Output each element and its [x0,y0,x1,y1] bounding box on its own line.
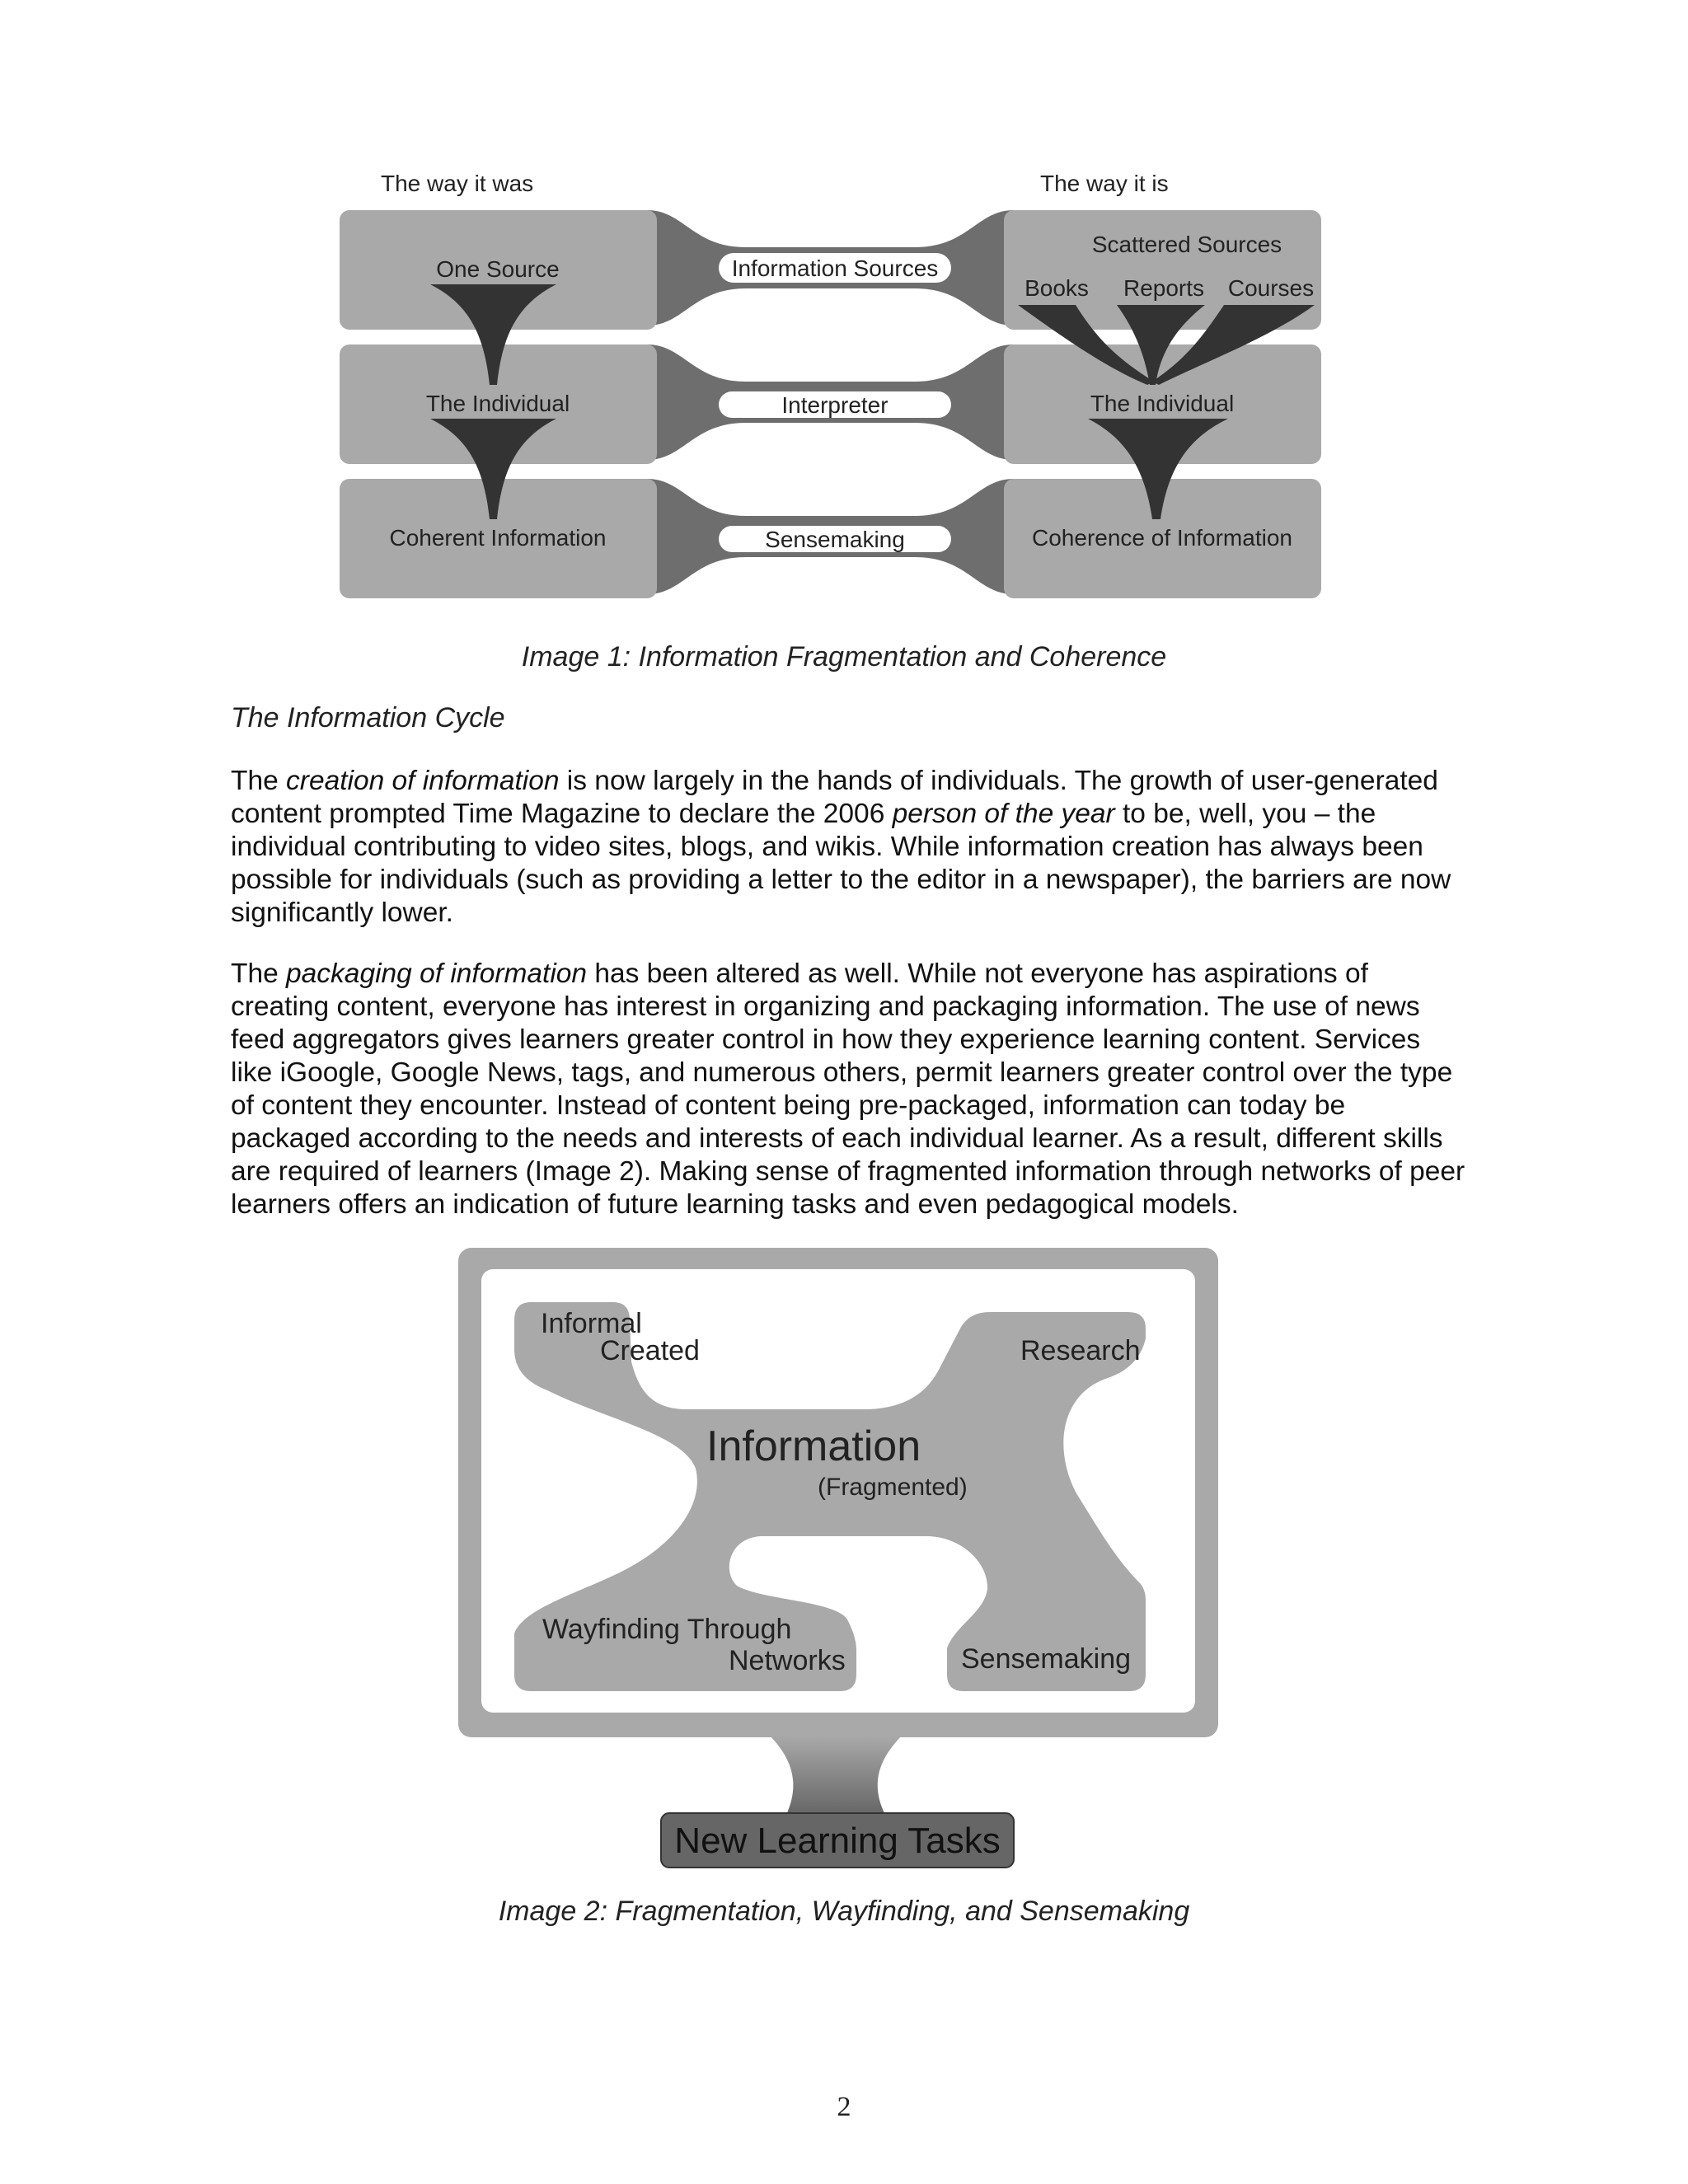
left-row-label: Coherent Information [389,525,607,551]
label-informal: Informal [541,1308,642,1339]
figure-1-diagram [330,161,1343,606]
section-heading: The Information Cycle [231,702,505,733]
figure-1-caption: Image 1: Information Fragmentation and Coherence [521,641,1167,673]
right-heading: The way it is [1040,171,1169,196]
right-source-label: Courses [1227,275,1315,301]
page-number: 2 [837,2092,851,2122]
paragraph-text: is now largely in the hands of individuals. The growth of user-generated content prompted Time Magazine to declare the 2006 [231,766,1438,829]
left-row-label: The Individual [425,391,570,416]
label-research: Research [1020,1335,1141,1366]
right-row-label: Coherence of Information [1032,525,1292,551]
paragraph-text: to be, well, you – the individual contributing to video sites, blogs, and wikis. While information creation has always been possible for individuals (such as providing a letter to the editor in a newspaper), the barriers are now significantly lower. [231,799,1451,928]
label-fragmented: (Fragmented) [818,1474,968,1501]
paragraph-text: The [231,766,287,796]
label-wayfinding: Wayfinding Through [542,1614,792,1645]
right-source-label: Books [1025,275,1089,301]
right-row-label: The Individual [1090,391,1235,416]
label-information: Information [706,1422,921,1470]
paragraph-text: The [231,958,287,989]
paragraph-creation [231,765,1467,930]
label-created: Created [600,1335,700,1366]
monitor-stand-neck [770,1736,902,1815]
right-source-label: Reports [1123,275,1205,301]
emphasis-text: person of the year [892,799,1115,829]
middle-label: Interpreter [781,392,889,418]
figure-2-learning-tasks [457,1246,1223,1872]
figure-2-diagram [457,1246,1223,1872]
left-row-label: One Source [436,256,560,282]
right-top-label: Scattered Sources [1091,232,1282,257]
paragraph-packaging [231,958,1467,1221]
figure-2-caption: Image 2: Fragmentation, Wayfinding, and Sensemaking [498,1896,1190,1927]
emphasis-text: packaging of information [286,958,588,989]
middle-label: Information Sources [731,255,939,281]
label-sensemaking: Sensemaking [961,1643,1132,1675]
label-new-learning-tasks: New Learning Tasks [674,1821,1001,1861]
middle-label: Sensemaking [765,527,905,552]
emphasis-text: creation of information [286,766,560,796]
left-heading: The way it was [381,171,534,196]
label-networks: Networks [729,1645,846,1676]
paragraph-text: has been altered as well. While not everyone has aspirations of creating content, everyone has interest in organizing and packaging information. The use of news feed aggregators gives learners greater control in how they experience learning content. Services like iGoogle, Google News, tags, and numerous others, permit learners greater control over the type of content they encounter. Instead of content being pre-packaged, information can today be packaged according to the needs and interests of each individual learner. As a result, different skills are required of learners (Image 2). Making sense of fragmented information through networks of peer learners offers an indication of future learning tasks and even pedagogical models. [231,958,1465,1220]
figure-1-information-fragmentation [330,161,1343,606]
